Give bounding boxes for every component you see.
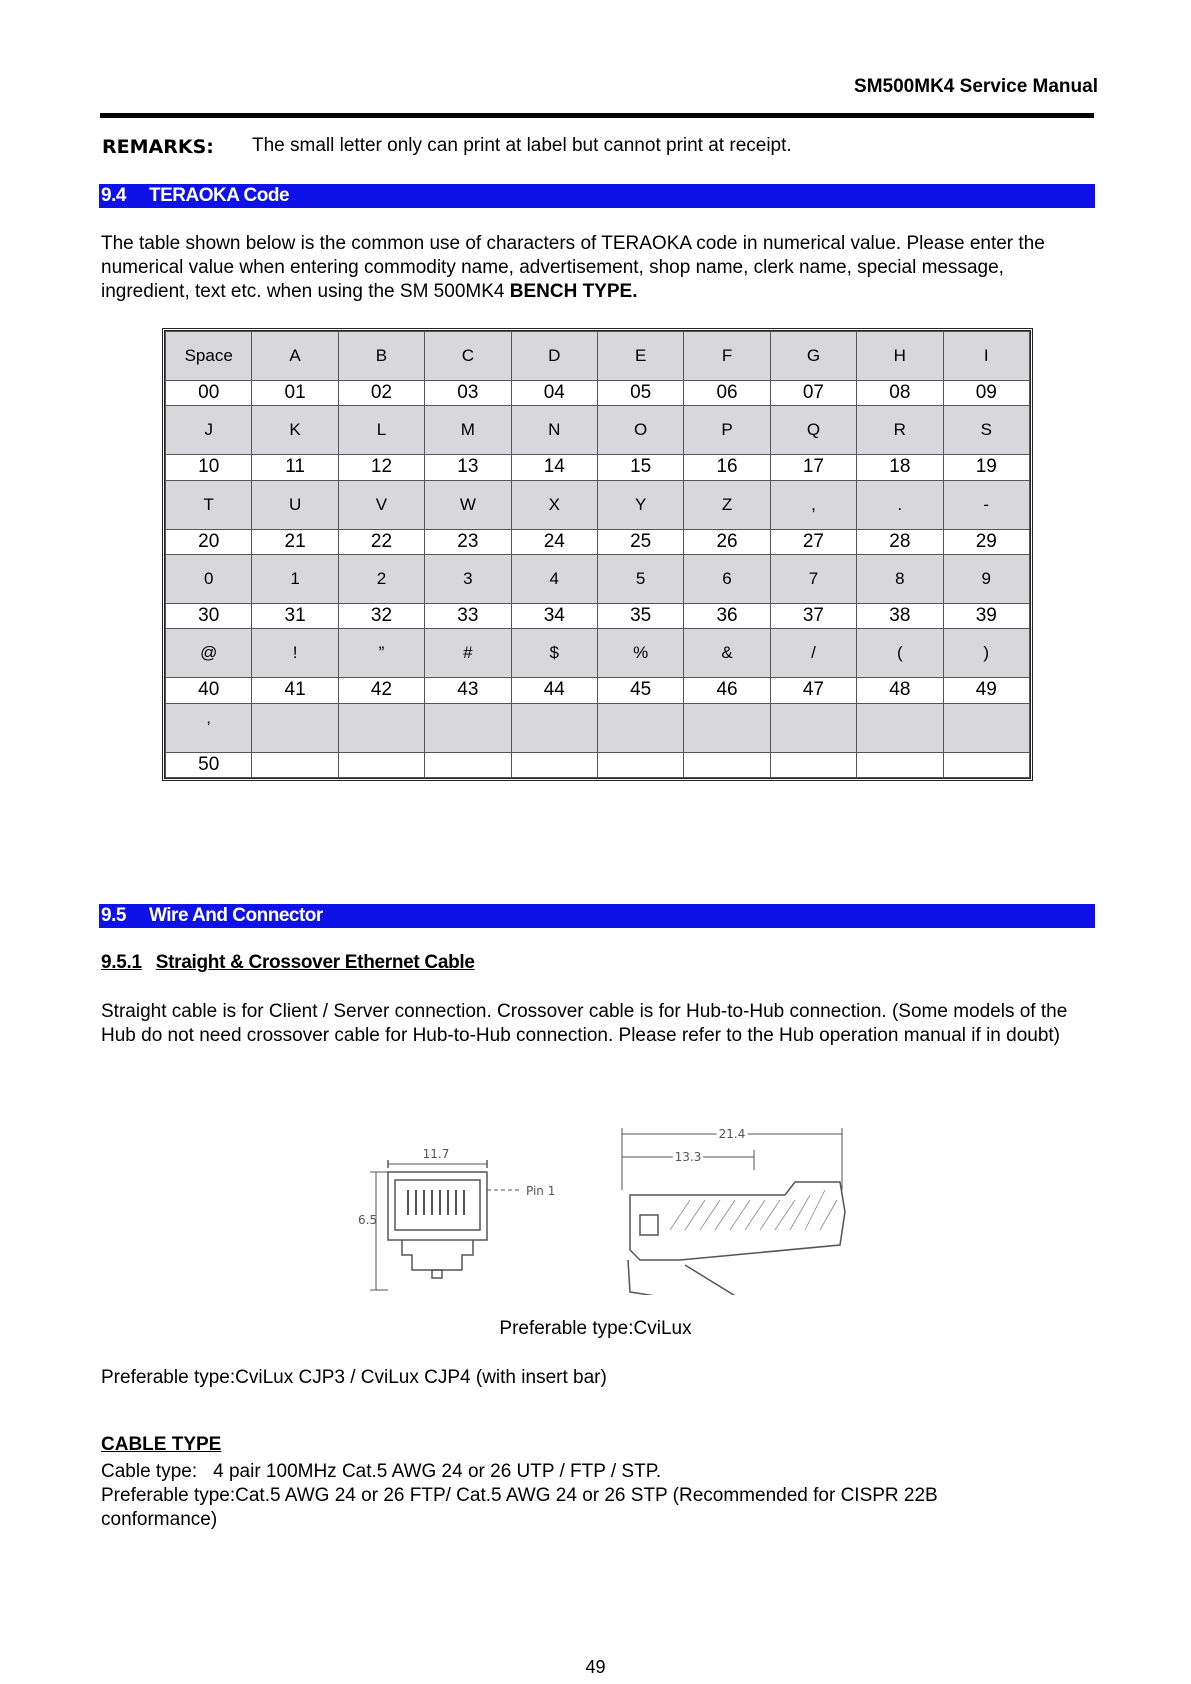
character-cell: # (425, 629, 511, 678)
character-cell: L (338, 406, 424, 455)
code-cell (338, 752, 424, 777)
code-cell (943, 752, 1029, 777)
code-cell: 35 (597, 603, 683, 628)
code-cell: 42 (338, 678, 424, 703)
character-row (166, 554, 1030, 603)
character-cell: 0 (166, 554, 252, 603)
code-cell: 14 (511, 455, 597, 480)
character-cell: W (425, 480, 511, 529)
character-cell: $ (511, 629, 597, 678)
code-cell: 18 (857, 455, 943, 480)
code-cell: 01 (252, 380, 338, 405)
code-cell (684, 752, 770, 777)
character-cell (943, 703, 1029, 752)
section-heading-9-5 (99, 904, 1095, 928)
character-cell: % (597, 629, 683, 678)
rj45-connector-diagram (340, 1120, 860, 1295)
code-cell: 39 (943, 603, 1029, 628)
section-title: TERAOKA Code (149, 185, 290, 206)
code-cell: 30 (166, 603, 252, 628)
code-cell: 29 (943, 529, 1029, 554)
preferable-label: Preferable type: (101, 1367, 236, 1388)
code-cell: 21 (252, 529, 338, 554)
character-cell: Y (597, 480, 683, 529)
character-cell (425, 703, 511, 752)
code-cell: 32 (338, 603, 424, 628)
code-cell: 37 (770, 603, 856, 628)
character-cell: R (857, 406, 943, 455)
code-cell: 50 (166, 752, 252, 777)
code-row (166, 603, 1030, 628)
character-cell: Space (166, 332, 252, 381)
subsection-heading-9-5-1 (101, 952, 475, 974)
code-cell: 20 (166, 529, 252, 554)
character-cell: T (166, 480, 252, 529)
remarks-text: The small letter only can print at label but cannot print at receipt. (252, 135, 792, 156)
code-cell: 23 (425, 529, 511, 554)
code-cell: 36 (684, 603, 770, 628)
code-cell: 12 (338, 455, 424, 480)
code-cell: 43 (425, 678, 511, 703)
character-cell: B (338, 332, 424, 381)
character-cell (338, 703, 424, 752)
section-heading-9-4 (99, 184, 1095, 208)
code-cell: 28 (857, 529, 943, 554)
character-cell: X (511, 480, 597, 529)
code-row (166, 529, 1030, 554)
caption-value: CviLux (633, 1318, 692, 1339)
code-cell: 26 (684, 529, 770, 554)
character-cell: G (770, 332, 856, 381)
side-inner-label: 13.3 (674, 1150, 702, 1164)
subsection-number: 9.5.1 (101, 952, 142, 973)
code-cell: 02 (338, 380, 424, 405)
bench-type-text: BENCH TYPE. (509, 281, 638, 302)
page-number: 49 (585, 1657, 606, 1677)
teraoka-code-table (162, 328, 1033, 781)
preferable-connector-line (101, 1366, 1095, 1390)
character-cell: C (425, 332, 511, 381)
character-cell: Q (770, 406, 856, 455)
character-cell: / (770, 629, 856, 678)
code-cell: 00 (166, 380, 252, 405)
character-row (166, 703, 1030, 752)
character-cell: 2 (338, 554, 424, 603)
code-cell: 25 (597, 529, 683, 554)
code-cell: 13 (425, 455, 511, 480)
code-row (166, 678, 1030, 703)
code-cell: 17 (770, 455, 856, 480)
character-cell: J (166, 406, 252, 455)
character-cell: P (684, 406, 770, 455)
subsection-title: Straight & Crossover Ethernet Cable (155, 952, 475, 973)
code-cell: 07 (770, 380, 856, 405)
character-cell: E (597, 332, 683, 381)
code-cell: 47 (770, 678, 856, 703)
code-row (166, 455, 1030, 480)
character-cell: 1 (252, 554, 338, 603)
character-cell (252, 703, 338, 752)
character-cell: V (338, 480, 424, 529)
character-cell: A (252, 332, 338, 381)
caption-label: Preferable type: (499, 1318, 634, 1339)
code-cell: 19 (943, 455, 1029, 480)
character-cell (511, 703, 597, 752)
code-cell: 05 (597, 380, 683, 405)
character-cell: S (943, 406, 1029, 455)
cable-type-line (101, 1460, 1095, 1484)
code-cell: 15 (597, 455, 683, 480)
character-row (166, 406, 1030, 455)
character-cell: 6 (684, 554, 770, 603)
code-cell (511, 752, 597, 777)
code-cell (597, 752, 683, 777)
header-rule (100, 113, 1094, 118)
character-cell: ” (338, 629, 424, 678)
character-cell: I (943, 332, 1029, 381)
front-width-label: 11.7 (422, 1147, 450, 1161)
character-cell (857, 703, 943, 752)
cable-preferable-value: Cat.5 AWG 24 or 26 FTP/ Cat.5 AWG 24 or 26 STP (Recommended for CISPR 22B conformance) (101, 1485, 938, 1530)
cable-type-heading: CABLE TYPE (101, 1434, 222, 1455)
character-row (166, 629, 1030, 678)
code-cell: 22 (338, 529, 424, 554)
character-cell: 9 (943, 554, 1029, 603)
section-number: 9.4 (101, 185, 126, 206)
code-cell: 49 (943, 678, 1029, 703)
character-cell: U (252, 480, 338, 529)
character-cell: , (770, 480, 856, 529)
side-total-label: 21.4 (718, 1127, 746, 1141)
code-cell: 04 (511, 380, 597, 405)
code-row (166, 380, 1030, 405)
code-cell: 40 (166, 678, 252, 703)
code-cell (857, 752, 943, 777)
character-cell: K (252, 406, 338, 455)
code-cell: 38 (857, 603, 943, 628)
character-cell: ( (857, 629, 943, 678)
character-cell (770, 703, 856, 752)
character-cell: 3 (425, 554, 511, 603)
character-cell: F (684, 332, 770, 381)
cable-type-value: 4 pair 100MHz Cat.5 AWG 24 or 26 UTP / FTP / STP. (213, 1461, 662, 1482)
character-cell: . (857, 480, 943, 529)
character-cell: O (597, 406, 683, 455)
intro-text: The table shown below is the common use of characters of TERAOKA code in numerical value. Please enter the numerical value when entering commodity name, advertisement, shop name, clerk name, special message, ingredient, text etc. when using the SM 500MK4 (101, 233, 1045, 302)
character-cell: 7 (770, 554, 856, 603)
teraoka-intro-paragraph (101, 232, 1095, 304)
character-cell: M (425, 406, 511, 455)
character-cell: 4 (511, 554, 597, 603)
character-cell: @ (166, 629, 252, 678)
code-cell: 06 (684, 380, 770, 405)
character-cell: N (511, 406, 597, 455)
code-cell: 11 (252, 455, 338, 480)
code-cell: 33 (425, 603, 511, 628)
code-cell: 48 (857, 678, 943, 703)
code-cell: 10 (166, 455, 252, 480)
ethernet-cable-paragraph: Straight cable is for Client / Server connection. Crossover cable is for Hub-to-Hub connection. (Some models of the Hub do not need crossover cable for Hub-to-Hub connection. Please refer to the Hub operation manual if in doubt) (101, 1001, 1068, 1046)
character-cell: Z (684, 480, 770, 529)
code-cell: 45 (597, 678, 683, 703)
character-cell: 5 (597, 554, 683, 603)
code-cell: 24 (511, 529, 597, 554)
code-cell: 41 (252, 678, 338, 703)
character-cell (684, 703, 770, 752)
preferable-value: CviLux CJP3 / CviLux CJP4 (with insert bar) (235, 1367, 607, 1388)
code-row (166, 752, 1030, 777)
remarks-label: REMARKS: (102, 136, 214, 158)
manual-title: SM500MK4 Service Manual (854, 76, 1098, 97)
front-height-label: 6.5 (358, 1213, 378, 1227)
cable-preferable-line (101, 1484, 1001, 1532)
code-cell: 09 (943, 380, 1029, 405)
code-cell: 46 (684, 678, 770, 703)
character-row (166, 480, 1030, 529)
character-cell: ! (252, 629, 338, 678)
character-row (166, 332, 1030, 381)
code-cell (425, 752, 511, 777)
diagram-caption (0, 1318, 1191, 1340)
character-cell: H (857, 332, 943, 381)
code-cell: 03 (425, 380, 511, 405)
character-cell: ) (943, 629, 1029, 678)
code-cell: 16 (684, 455, 770, 480)
code-cell (252, 752, 338, 777)
code-cell: 34 (511, 603, 597, 628)
pin-one-label: Pin 1 (526, 1184, 556, 1198)
character-cell: & (684, 629, 770, 678)
code-cell (770, 752, 856, 777)
code-cell: 31 (252, 603, 338, 628)
code-cell: 44 (511, 678, 597, 703)
cable-type-label: Cable type: (101, 1461, 198, 1482)
character-cell: D (511, 332, 597, 381)
character-cell: - (943, 480, 1029, 529)
section-title: Wire And Connector (149, 905, 323, 926)
section-number: 9.5 (101, 905, 126, 926)
character-cell (597, 703, 683, 752)
cable-preferable-label: Preferable type: (101, 1485, 236, 1506)
code-cell: 27 (770, 529, 856, 554)
code-cell: 08 (857, 380, 943, 405)
character-cell: 8 (857, 554, 943, 603)
character-cell: ’ (166, 703, 252, 752)
